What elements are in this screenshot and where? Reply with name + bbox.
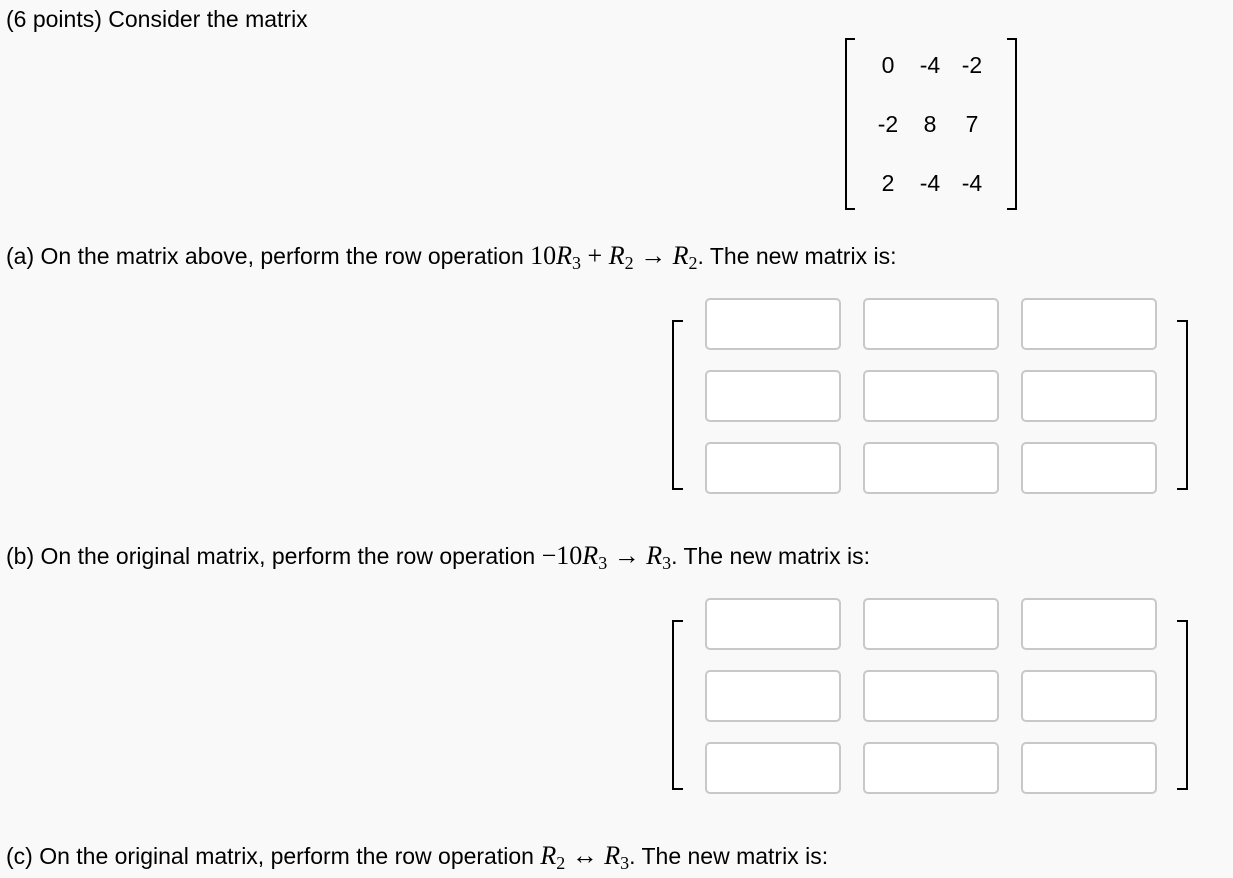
part-a-input-r1c2[interactable] bbox=[863, 298, 999, 350]
matrix-cell: 7 bbox=[965, 111, 979, 137]
part-a-prefix: (a) On the matrix above, perform the row operation bbox=[6, 243, 531, 269]
matrix-cell: -2 bbox=[877, 111, 899, 137]
part-a-input-r1c3[interactable] bbox=[1021, 298, 1157, 350]
part-b-question bbox=[6, 541, 871, 573]
part-a-operation: $10R_3 + R_2 \to R_2$ bbox=[530, 241, 698, 273]
part-a-suffix: . The new matrix is: bbox=[697, 243, 897, 269]
matrix-cell: -4 bbox=[919, 170, 941, 196]
left-bracket bbox=[845, 38, 855, 210]
part-a-question bbox=[6, 241, 897, 273]
part-a-input-r3c1[interactable] bbox=[705, 442, 841, 494]
part-b-input-r1c3[interactable] bbox=[1021, 598, 1157, 650]
part-a-input-r2c2[interactable] bbox=[863, 370, 999, 422]
part-b-input-r2c2[interactable] bbox=[863, 670, 999, 722]
right-bracket bbox=[1007, 38, 1017, 210]
part-b-input-r1c1[interactable] bbox=[705, 598, 841, 650]
part-b-input-r2c1[interactable] bbox=[705, 670, 841, 722]
part-a-answer-matrix bbox=[672, 320, 1190, 490]
left-bracket bbox=[672, 320, 683, 490]
part-a-input-r3c3[interactable] bbox=[1021, 442, 1157, 494]
part-b-answer-matrix bbox=[672, 620, 1190, 790]
matrix-cell: 2 bbox=[881, 170, 895, 196]
part-b-input-r3c2[interactable] bbox=[863, 742, 999, 794]
part-a-input-r1c1[interactable] bbox=[705, 298, 841, 350]
part-b-input-r3c1[interactable] bbox=[705, 742, 841, 794]
part-c-question bbox=[6, 841, 829, 873]
given-matrix bbox=[845, 38, 1017, 210]
matrix-cell: -2 bbox=[961, 52, 983, 78]
right-bracket bbox=[1177, 620, 1188, 790]
part-a-input-r2c3[interactable] bbox=[1021, 370, 1157, 422]
part-c-prefix: (c) On the original matrix, perform the row operation bbox=[6, 843, 541, 869]
part-a-input-r2c1[interactable] bbox=[705, 370, 841, 422]
matrix-cell: -4 bbox=[961, 170, 983, 196]
part-c-suffix: . The new matrix is: bbox=[629, 843, 829, 869]
matrix-cell: 0 bbox=[881, 52, 895, 78]
part-b-input-r1c2[interactable] bbox=[863, 598, 999, 650]
part-a-input-r3c2[interactable] bbox=[863, 442, 999, 494]
matrix-cell: -4 bbox=[919, 52, 941, 78]
part-b-prefix: (b) On the original matrix, perform the row operation bbox=[6, 543, 542, 569]
part-c-operation: $R_2$ ↔ $R_3$ bbox=[540, 841, 630, 873]
part-b-suffix: . The new matrix is: bbox=[671, 543, 871, 569]
part-b-input-r3c3[interactable] bbox=[1021, 742, 1157, 794]
problem-header: (6 points) Consider the matrix bbox=[6, 6, 308, 32]
left-bracket bbox=[672, 620, 683, 790]
part-b-operation: $-10R_3 \to R_3$ bbox=[541, 541, 672, 573]
part-b-input-r2c3[interactable] bbox=[1021, 670, 1157, 722]
matrix-cell: 8 bbox=[923, 111, 937, 137]
right-bracket bbox=[1177, 320, 1188, 490]
